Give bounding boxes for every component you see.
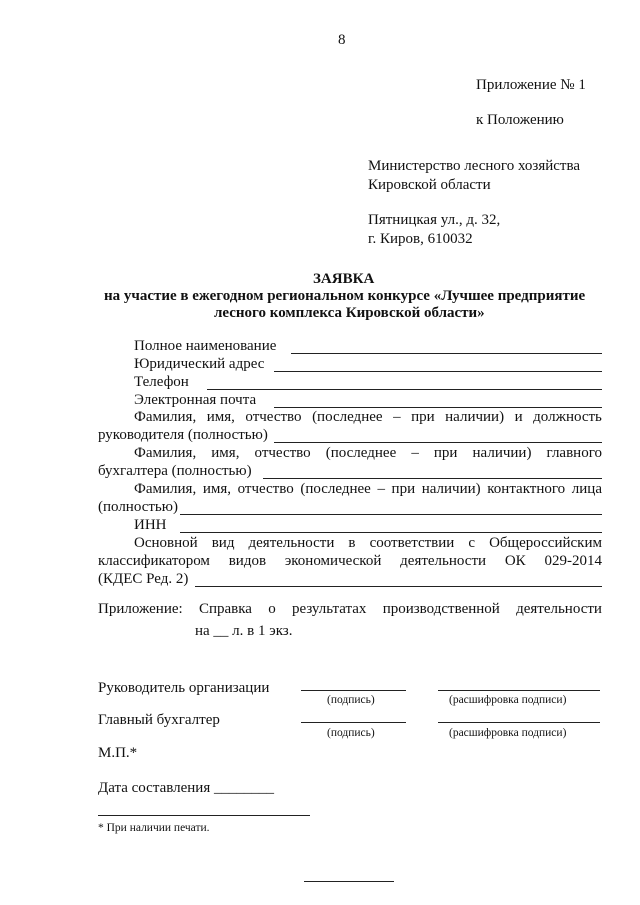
head-signature-label: Руководитель организации: [98, 680, 270, 696]
head-label-line-2: руководителя (полностью): [98, 427, 268, 443]
document-title: ЗАЯВКА: [313, 271, 375, 287]
addressee-line-2: Кировской области: [368, 177, 491, 193]
head-signature-caption: (подпись): [327, 694, 375, 706]
date-label: Дата составления ________: [98, 780, 274, 796]
phone-field[interactable]: [207, 389, 602, 390]
head-label-line-1: Фамилия, имя, отчество (последнее – при наличии) и должность: [134, 409, 602, 425]
inn-label: ИНН: [134, 517, 167, 533]
contact-name-field[interactable]: [180, 514, 602, 515]
attachment-line-2: на __ л. в 1 экз.: [195, 623, 293, 639]
regulation-label: к Положению: [476, 112, 564, 128]
address-line-1: Пятницкая ул., д. 32,: [368, 212, 501, 228]
appendix-label: Приложение № 1: [476, 77, 586, 93]
accountant-signature-decoding-field[interactable]: [438, 722, 600, 723]
attachment-line-1: Приложение: Справка о результатах производственной деятельности: [98, 601, 602, 617]
activity-label-line-3: (КДЕС Ред. 2): [98, 571, 189, 587]
head-signature-decoding-field[interactable]: [438, 690, 600, 691]
phone-label: Телефон: [134, 374, 189, 390]
accountant-signature-label: Главный бухгалтер: [98, 712, 220, 728]
head-signature-field[interactable]: [301, 690, 406, 691]
bottom-rule: [304, 881, 394, 882]
accountant-name-field[interactable]: [263, 478, 602, 479]
address-line-2: г. Киров, 610032: [368, 231, 473, 247]
accountant-signature-field[interactable]: [301, 722, 406, 723]
accountant-label-line-1: Фамилия, имя, отчество (последнее – при наличии) главного: [134, 445, 602, 461]
legal-address-field[interactable]: [274, 371, 602, 372]
seal-label: М.П.*: [98, 745, 138, 761]
head-decoding-caption: (расшифровка подписи): [449, 694, 567, 706]
contact-label-line-1: Фамилия, имя, отчество (последнее – при наличии) контактного лица: [134, 481, 602, 497]
head-name-field[interactable]: [274, 442, 602, 443]
accountant-label-line-2: бухгалтера (полностью): [98, 463, 252, 479]
inn-field[interactable]: [180, 532, 602, 533]
activity-label-line-1: Основной вид деятельности в соответствии с Общероссийским: [134, 535, 602, 551]
accountant-signature-caption: (подпись): [327, 727, 375, 739]
full-name-field[interactable]: [291, 353, 602, 354]
contact-label-line-2: (полностью): [98, 499, 178, 515]
full-name-label: Полное наименование: [134, 338, 277, 354]
document-subtitle-line-1: на участие в ежегодном региональном конкурсе «Лучшее предприятие: [104, 288, 586, 304]
footnote-separator: [98, 815, 310, 816]
email-label: Электронная почта: [134, 392, 257, 408]
document-subtitle-line-2: лесного комплекса Кировской области»: [214, 305, 485, 321]
addressee-line-1: Министерство лесного хозяйства: [368, 158, 580, 174]
accountant-decoding-caption: (расшифровка подписи): [449, 727, 567, 739]
legal-address-label: Юридический адрес: [134, 356, 265, 372]
activity-field[interactable]: [195, 586, 602, 587]
page-number: 8: [338, 32, 346, 48]
footnote: * При наличии печати.: [98, 822, 210, 834]
activity-label-line-2: классификатором видов экономической деятельности ОК 029-2014: [98, 553, 602, 569]
